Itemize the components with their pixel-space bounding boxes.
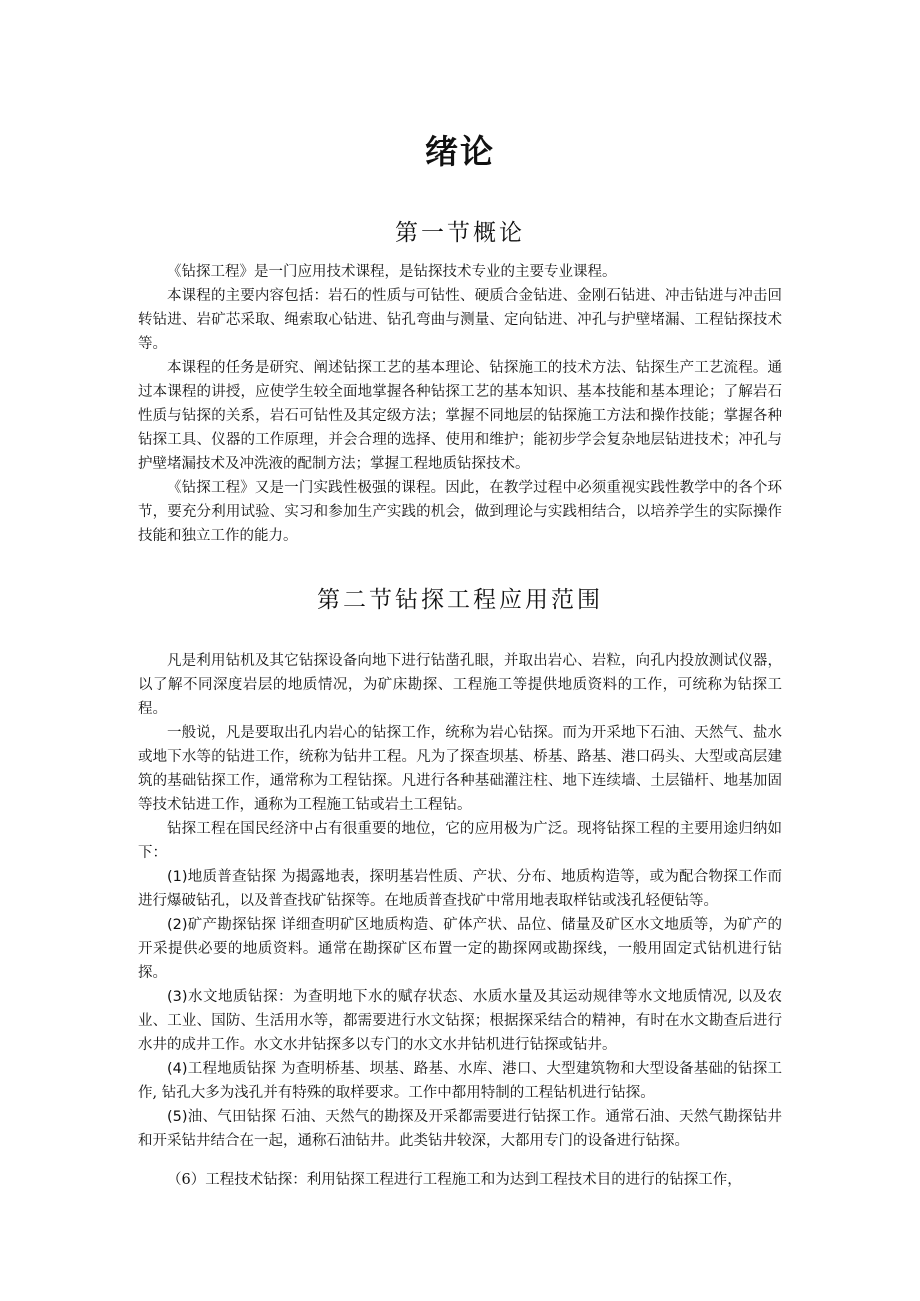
list-item-number: (1) <box>167 869 188 885</box>
list-item <box>138 985 782 1057</box>
paragraph: 凡是利用钻机及其它钻探设备向地下进行钻凿孔眼，并取出岩心、岩粒，向孔内投放测试仪器，以了解不同深度岩层的地质情况，为矿床勘探、工程施工等提供地质资料的工作，可统称为钻探工程。 <box>138 653 782 717</box>
section-heading-applications: 第二节钻探工程应用范围 <box>317 587 603 613</box>
list-item <box>138 913 782 985</box>
list-item-number: (5) <box>167 1109 188 1125</box>
paragraph: 一般说，凡是要取出孔内岩心的钻探工作，统称为岩心钻探。而为开采地下石油、天然气、盐水或地下水等的钻进工作，统称为钻井工程。凡为了探查坝基、桥基、路基、港口码头、大型或高层建筑的基础钻探工作，通常称为工程钻探。凡进行各种基础灌注柱、地下连续墙、土层锚杆、地基加固等技术钻进工作，通称为工程施工钻或岩土工程钻。 <box>138 725 782 813</box>
paragraph: （6）工程技术钻探：利用钻探工程进行工程施工和为达到工程技术目的进行的钻探工作， <box>167 1172 742 1188</box>
paragraph: 《钻探工程》又是一门实践性极强的课程。因此，在教学过程中必须重视实践性教学中的各个环节，要充分利用试验、实习和参加生产实践的机会，做到理论与实践相结合，以培养学生的实际操作技能和独立工作的能力。 <box>138 480 782 544</box>
list-item <box>138 1057 782 1105</box>
list-item-text: 水文地质钻探：为查明地下水的赋存状态、水质水量及其运动规律等水文地质情况, 以及农业、工业、国防、生活用水等，都需要进行水文钻探；根据探采结合的精神，有时在水文勘查后进行水井的成井工作。水文水井钻探多以专门的水文水井钻机进行钻探或钻井。 <box>138 989 782 1053</box>
list-item-text: 矿产勘探钻探 详细查明矿区地质构造、矿体产状、品位、储量及矿区水文地质等，为矿产的开采提供必要的地质资料。通常在勘探矿区布置一定的勘探网或勘探线，一般用固定式钻机进行钻探。 <box>138 917 782 981</box>
paragraph: 《钻探工程》是一门应用技术课程，是钻探技术专业的主要专业课程。 <box>167 264 617 280</box>
trailing-item <box>138 1168 782 1192</box>
section-heading-overview: 第一节概论 <box>395 220 525 246</box>
list-item-text: 地质普查钻探 为揭露地表，探明基岩性质、产状、分布、地质构造等，或为配合物探工作而进行爆破钻孔，以及普查找矿钻探等。在地质普查找矿中常用地表取样钻或浅孔轻便钻等。 <box>138 869 782 909</box>
paragraph: 本课程的主要内容包括：岩石的性质与可钻性、硬质合金钻进、金刚石钻进、冲击钻进与冲击回转钻进、岩矿芯采取、绳索取心钻进、钻孔弯曲与测量、定向钻进、冲孔与护壁堵漏、工程钻探技术等。 <box>138 288 782 352</box>
section-body-overview <box>138 260 782 548</box>
list-item-text: 油、气田钻探 石油、天然气的勘探及开采都需要进行钻探工作。通常石油、天然气勘探钻井和开采钻井结合在一起，通称石油钻井。此类钻井较深，大都用专门的设备进行钻探。 <box>138 1109 782 1149</box>
list-item-text: 工程地质钻探 为查明桥基、坝基、路基、水库、港口、大型建筑物和大型设备基础的钻探工作, 钻孔大多为浅孔并有特殊的取样要求。工作中都用特制的工程钻机进行钻探。 <box>138 1061 782 1101</box>
list-item <box>138 1105 782 1153</box>
list-item-number: (3) <box>167 989 188 1005</box>
list-item-number: (2) <box>167 917 188 933</box>
paragraph: 钻探工程在国民经济中占有很重要的地位，它的应用极为广泛。现将钻探工程的主要用途归纳如下： <box>138 821 782 861</box>
list-item <box>138 865 782 913</box>
list-item-number: (4) <box>167 1061 188 1077</box>
paragraph: 本课程的任务是研究、阐述钻探工艺的基本理论、钻探施工的技术方法、钻探生产工艺流程。通过本课程的讲授，应使学生较全面地掌握各种钻探工艺的基本知识、基本技能和基本理论；了解岩石性质与钻探的关系，岩石可钻性及其定级方法；掌握不同地层的钻探施工方法和操作技能；掌握各种钻探工具、仪器的工作原理，并会合理的选择、使用和维护；能初步学会复杂地层钻进技术；冲孔与护壁堵漏技术及冲洗液的配制方法；掌握工程地质钻探技术。 <box>138 360 782 472</box>
section-body-applications <box>138 649 782 1153</box>
page-title: 绪论 <box>425 132 495 171</box>
